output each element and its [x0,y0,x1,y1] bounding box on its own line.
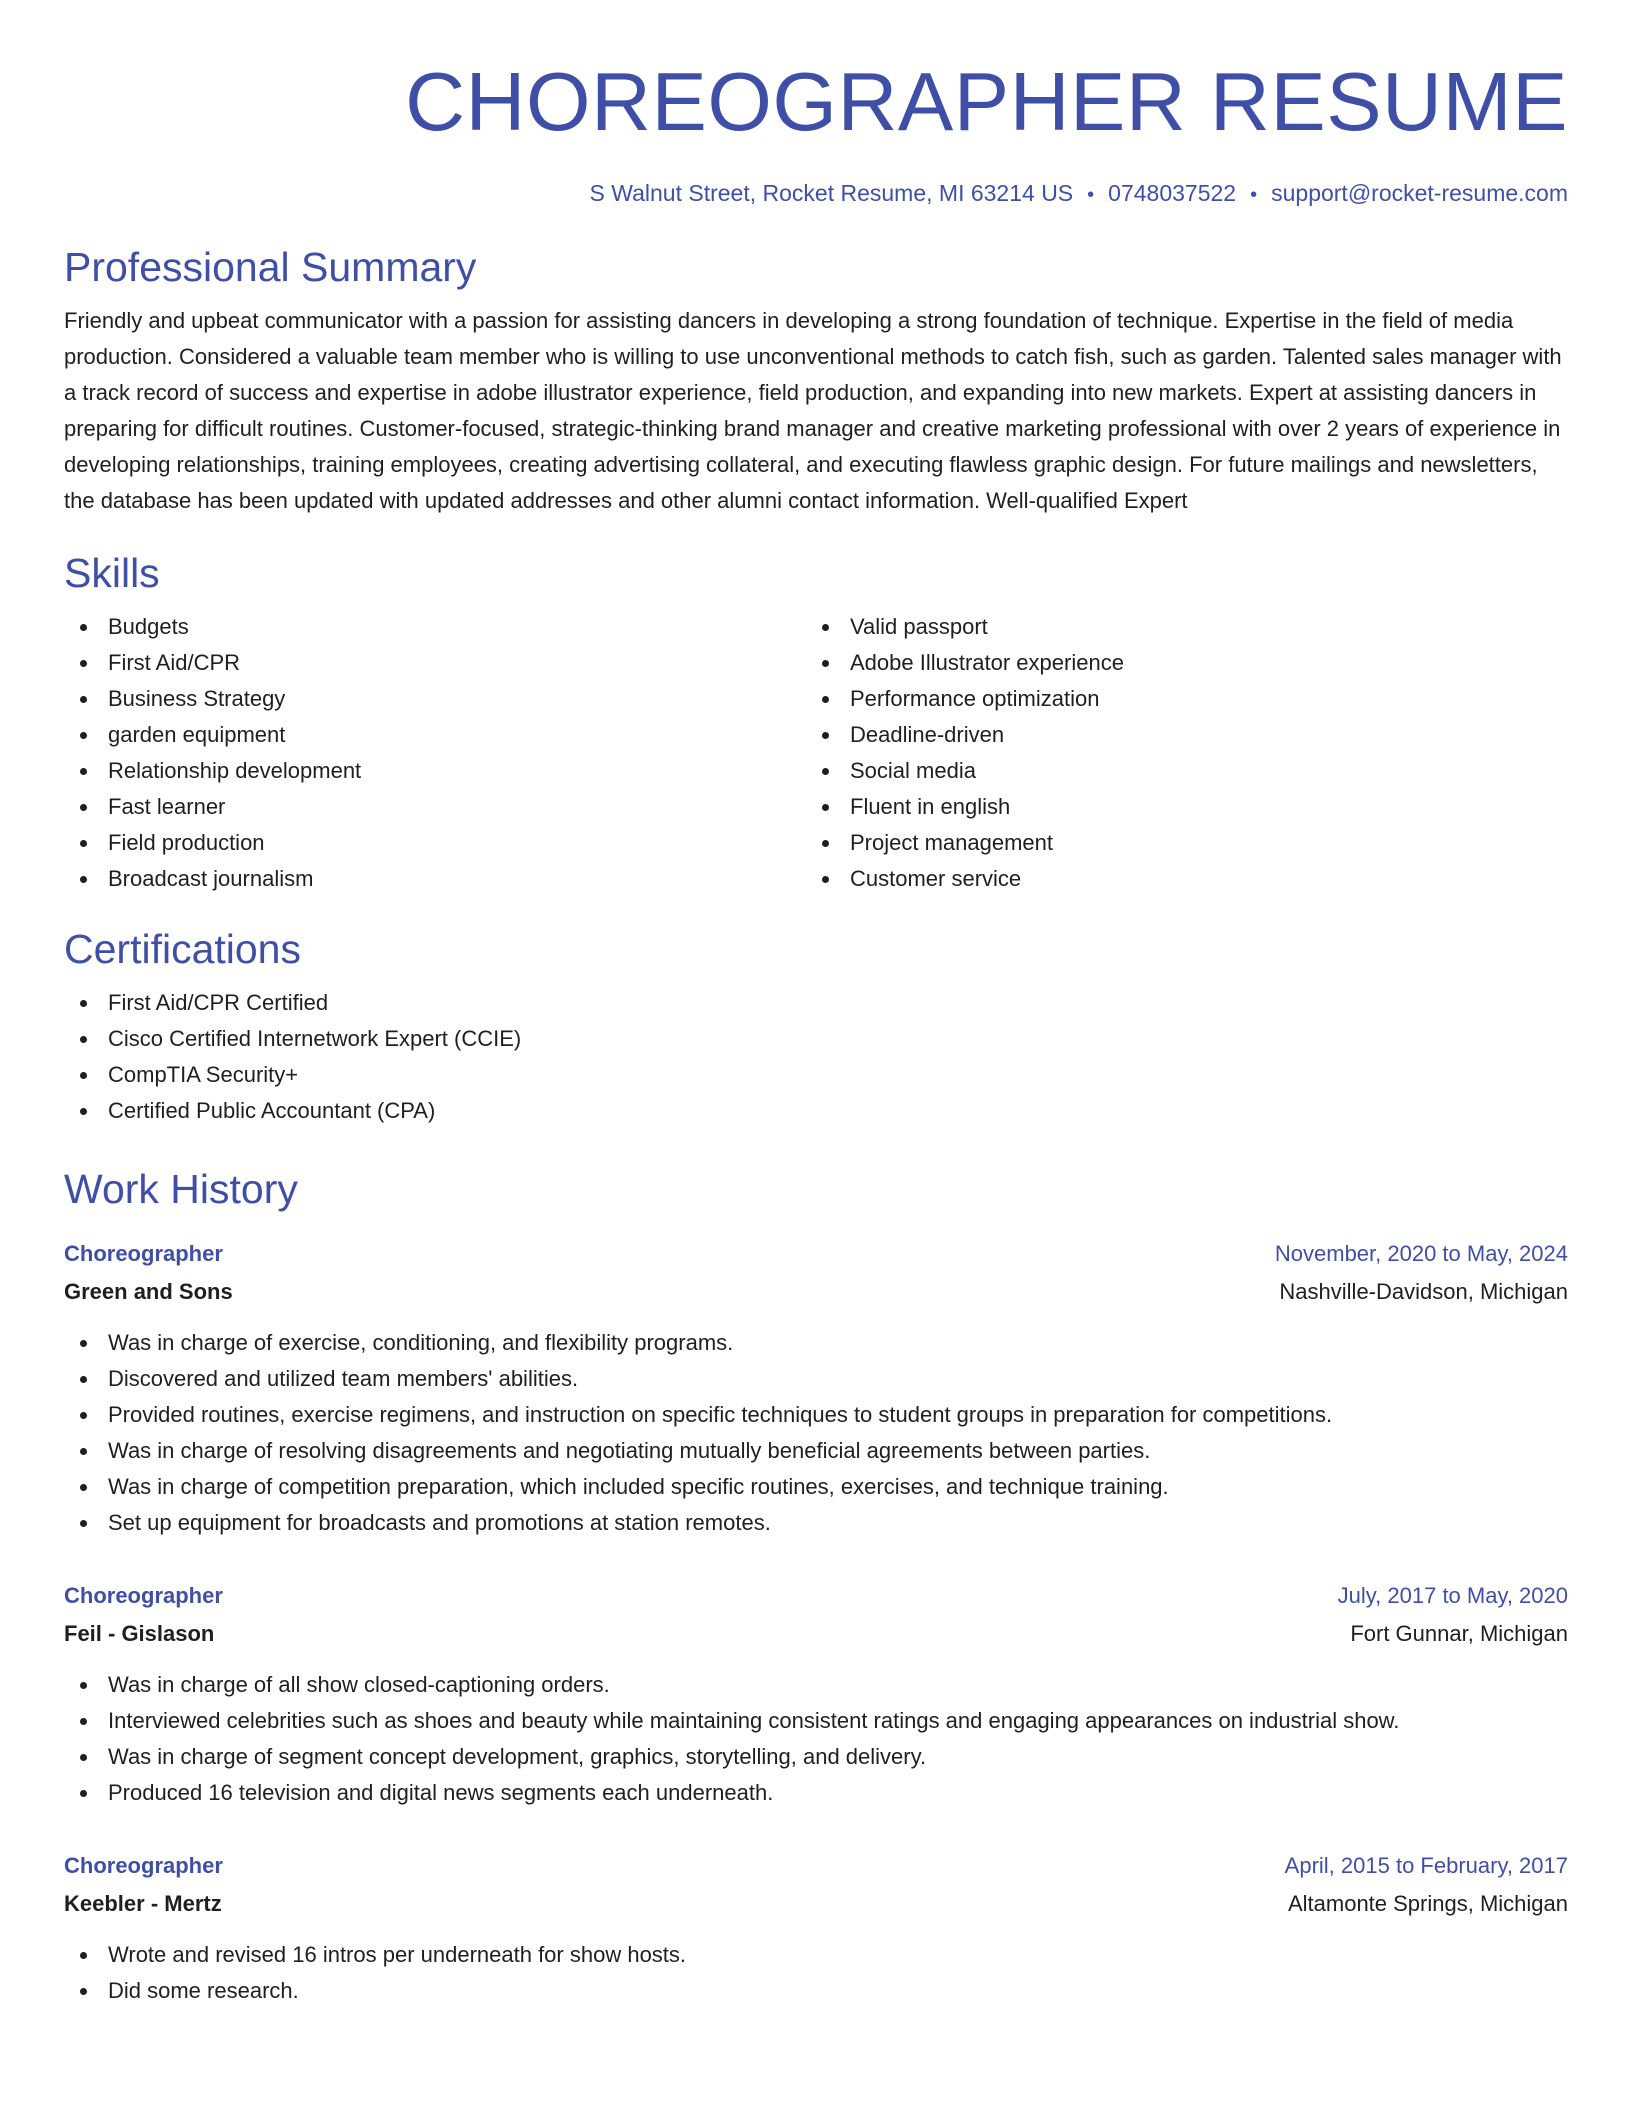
skill-item: Broadcast journalism [64,861,806,897]
skill-item: Social media [806,753,1548,789]
certification-item: Cisco Certified Internetwork Expert (CCIE) [64,1021,1568,1057]
separator-dot: • [1250,184,1258,206]
job-entry [64,1577,1568,1811]
skill-item: Project management [806,825,1548,861]
skill-item: Field production [64,825,806,861]
job-bullet: Did some research. [64,1973,1568,2009]
resume-header [64,0,1568,211]
job-company-row [64,1885,1568,1923]
certifications-list [64,985,1568,1129]
section-heading-certifications: Certifications [64,926,301,972]
job-company: Keebler - Mertz [64,1891,222,1916]
job-company: Feil - Gislason [64,1621,215,1646]
job-bullet: Discovered and utilized team members' abilities. [64,1361,1568,1397]
skill-item: Deadline-driven [806,717,1548,753]
job-bullet-list [64,1937,1568,2009]
job-bullet: Was in charge of all show closed-captioning orders. [64,1667,1568,1703]
skill-item: Customer service [806,861,1548,897]
contact-phone[interactable]: 0748037522 [1108,180,1237,206]
skill-item: Adobe Illustrator experience [806,645,1548,681]
job-bullet: Was in charge of segment concept development, graphics, storytelling, and delivery. [64,1739,1568,1775]
skill-item: Valid passport [806,609,1548,645]
job-company-row [64,1273,1568,1311]
job-bullet: Was in charge of exercise, conditioning, and flexibility programs. [64,1325,1568,1361]
job-dates: April, 2015 to February, 2017 [1284,1853,1568,1878]
contact-address: S Walnut Street, Rocket Resume, MI 63214 US [589,180,1074,206]
certification-item: CompTIA Security+ [64,1057,1568,1093]
job-dates: July, 2017 to May, 2020 [1337,1583,1568,1608]
professional-summary-section [64,241,1568,519]
certification-item: Certified Public Accountant (CPA) [64,1093,1568,1129]
job-company-row [64,1615,1568,1653]
section-heading-skills: Skills [64,550,160,596]
skill-item: First Aid/CPR [64,645,806,681]
contact-email[interactable]: support@rocket-resume.com [1271,180,1568,206]
job-dates: November, 2020 to May, 2024 [1274,1241,1568,1266]
skills-list-left [64,609,806,897]
job-title-row [64,1577,1568,1615]
skill-item: Fluent in english [806,789,1548,825]
job-location: Nashville-Davidson, Michigan [1279,1279,1568,1304]
job-title: Choreographer [64,1241,223,1266]
job-bullet-list [64,1667,1568,1811]
resume-title: CHOREOGRAPHER RESUME [405,55,1568,148]
job-bullet: Produced 16 television and digital news segments each underneath. [64,1775,1568,1811]
skills-section [64,547,1568,897]
skill-item: Relationship development [64,753,806,789]
job-bullet: Set up equipment for broadcasts and promotions at station remotes. [64,1505,1568,1541]
summary-text: Friendly and upbeat communicator with a passion for assisting dancers in developing a strong foundation of technique. Expertise in the field of media production. Considered a valuable team member who is willing to use unconventional methods to catch fish, such as garden. Talented sales manager with a track record of success and expertise in adobe illustrator experience, field production, and expanding into new markets. Expert at assisting dancers in preparing for difficult routines. Customer-focused, strategic-thinking brand manager and creative marketing professional with over 2 years of experience in developing relationships, training employees, creating advertising collateral, and executing flawless graphic design. For future mailings and newsletters, the database has been updated with updated addresses and other alumni contact information. Well-qualified Expert [64,308,1562,513]
skill-item: Budgets [64,609,806,645]
skill-item: Fast learner [64,789,806,825]
job-title-row [64,1847,1568,1885]
job-title: Choreographer [64,1583,223,1608]
work-history-section [64,1163,1568,2009]
job-title: Choreographer [64,1853,223,1878]
skill-item: Business Strategy [64,681,806,717]
job-bullet: Was in charge of competition preparation, which included specific routines, exercises, and technique training. [64,1469,1568,1505]
skill-item: Performance optimization [806,681,1548,717]
skills-list-right [806,609,1548,897]
job-location: Altamonte Springs, Michigan [1287,1891,1568,1916]
separator-dot: • [1087,184,1095,206]
job-bullet-list [64,1325,1568,1541]
job-location: Fort Gunnar, Michigan [1350,1621,1568,1646]
certification-item: First Aid/CPR Certified [64,985,1568,1021]
job-bullet: Provided routines, exercise regimens, and instruction on specific techniques to student groups in preparation for competitions. [64,1397,1568,1433]
certifications-section [64,923,1568,1129]
contact-line [64,177,1568,211]
job-company: Green and Sons [64,1279,233,1304]
job-bullet: Interviewed celebrities such as shoes and beauty while maintaining consistent ratings and engaging appearances on industrial show. [64,1703,1568,1739]
section-heading-work-history: Work History [64,1166,298,1212]
skill-item: garden equipment [64,717,806,753]
job-bullet: Wrote and revised 16 intros per underneath for show hosts. [64,1937,1568,1973]
section-heading-summary: Professional Summary [64,244,477,290]
job-title-row [64,1235,1568,1273]
job-bullet: Was in charge of resolving disagreements and negotiating mutually beneficial agreements between parties. [64,1433,1568,1469]
skills-columns [64,609,1568,897]
job-entry [64,1235,1568,1541]
job-entry [64,1847,1568,2009]
